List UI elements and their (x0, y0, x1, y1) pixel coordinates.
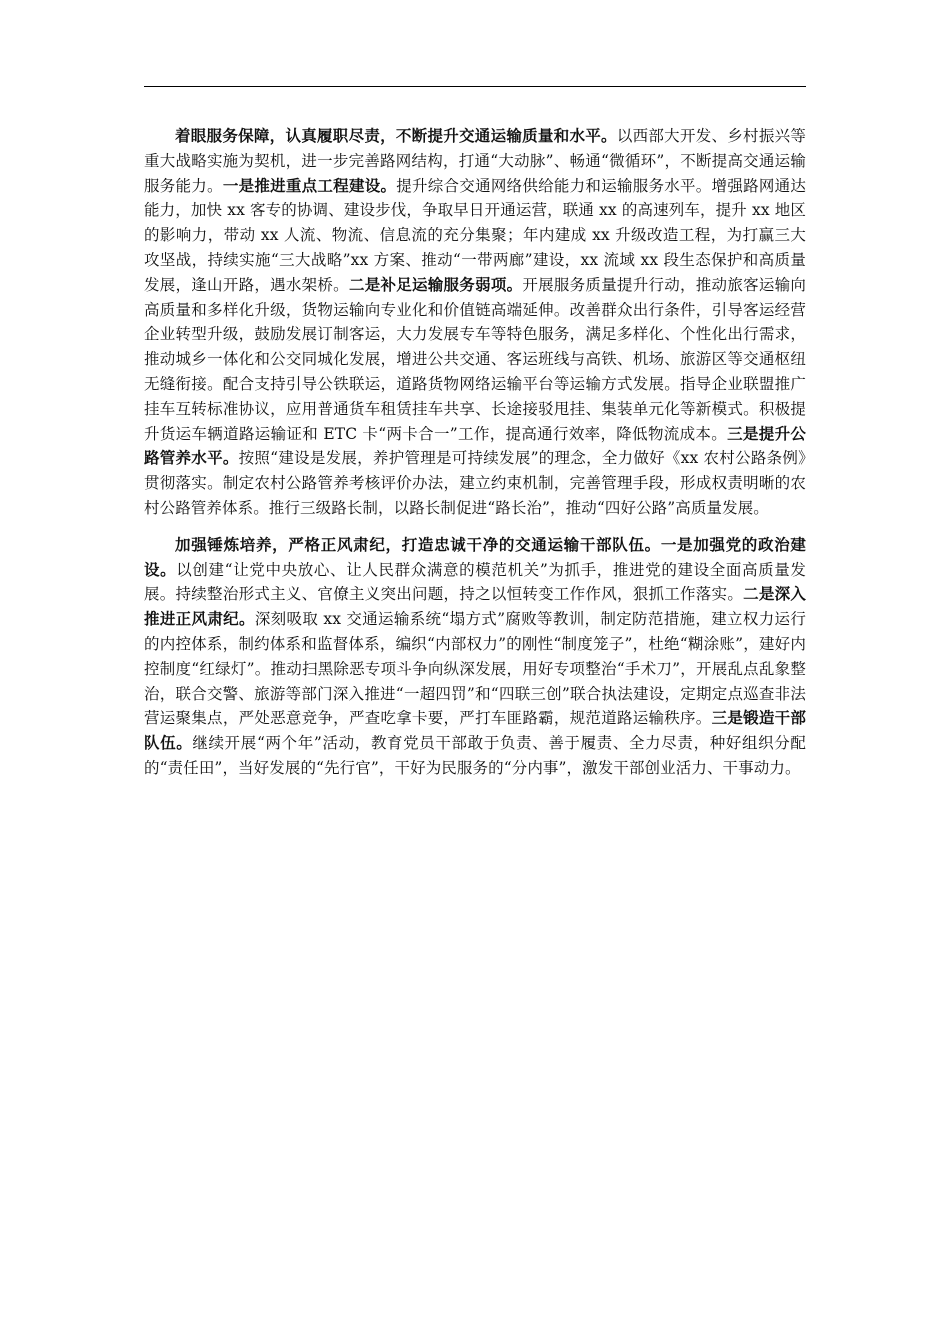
paragraph-heading: 加强锤炼培养，严格正风肃纪，打造忠诚干净的交通运输干部队伍。一是加强党的政治建设。 (144, 534, 806, 579)
sub-heading: 三是提升公路管养水平。 (144, 423, 806, 468)
paragraph-heading: 着眼服务保障，认真履职尽责，不断提升交通运输质量和水平。 (175, 126, 617, 145)
sub-heading: 二是深入推进正风肃纪。 (144, 584, 806, 629)
sub-heading: 一是推进重点工程建设。 (222, 175, 397, 195)
paragraph-text: 开展服务质量提升行动，推动旅客运输向高质量和多样化升级，货物运输向专业化和价值链高端延伸。改善群众出行条件，引导客运经营企业转型升级，鼓励发展订制客运，大力发展专车等特色服务，满足多样化、个性化出行需求，推动城乡一体化和公交同城化发展，增进公共交通、客运班线与高铁、机场、旅游区等交通枢纽无缝衔接。配合支持引导公铁联运，道路货物网络运输平台等运输方式发展。指导企业联盟推广挂车互转标准协议，应用普通货车租赁挂车共享、长途接驳甩挂、集装单元化等新模式。积极提升货运车辆道路运输证和 ETC 卡“两卡合一”工作，提高通行效率，降低物流成本。 (144, 275, 806, 443)
header-rule (144, 86, 806, 87)
paragraph-text: 按照“建设是发展，养护管理是可持续发展”的理念，全力做好《xx 农村公路条例》贯彻落实。制定农村公路管养考核评价办法，建立约束机制，完善管理手段，形成权责明晰的农村公路管养体系。推行三级路长制，以路长制促进“路长治”，推动“四好公路”高质量发展。 (144, 449, 806, 517)
paragraph-text: 以创建“让党中央放心、让人民群众满意的模范机关”为抓手，推进党的建设全面高质量发展。持续整治形式主义、官僚主义突出问题，持之以恒转变工作作风，狠抓工作落实。 (144, 560, 806, 604)
paragraph-text: 继续开展“两个年”活动，教育党员干部敢于负责、善于履责、全力尽责，种好组织分配的“责任田”，当好发展的“先行官”，干好为民服务的“分内事”，激发干部创业活力、干事动力。 (144, 734, 806, 777)
sub-heading: 二是补足运输服务弱项。 (348, 274, 523, 294)
sub-heading: 三是锻造干部队伍。 (144, 708, 806, 753)
paragraph-text: 提升综合交通网络供给能力和运输服务水平。增强路网通达能力，加快 xx 客专的协调、建设步伐，争取早日开通运营，联通 xx 的高速列车，提升 xx 地区的影响力，带动 xx 人流、物流、信息流的充分集聚；年内建成 xx 升级改造工程，为打赢三大攻坚战，持续实施“三大战略”xx 方案、推动“一带两廊”建设，xx 流域 xx 段生态保护和高质量发展，逢山开路，遇水架桥。 (144, 176, 806, 294)
paragraph-text: 深刻吸取 xx 交通运输系统“塌方式”腐败等教训，制定防范措施，建立权力运行的内控体系，制约体系和监督体系，编织“内部权力”的刚性“制度笼子”，杜绝“糊涂账”，建好内控制度“红绿灯”。推动扫黑除恶专项斗争向纵深发展，用好专项整治“手术刀”，开展乱点乱象整治，联合交警、旅游等部门深入推进“一超四罚”和“四联三创”联合执法建设，定期定点巡查非法营运聚集点，严处恶意竞争，严查吃拿卡要，严打车匪路霸，规范道路运输秩序。 (144, 610, 807, 728)
paragraph-text: 以西部大开发、乡村振兴等重大战略实施为契机，进一步完善路网结构，打通“大动脉”、畅通“微循环”，不断提高交通运输服务能力。 (144, 127, 806, 195)
document-body (144, 124, 806, 793)
paragraph-cadre-team (144, 533, 806, 781)
paragraph-transport-service (144, 124, 806, 521)
